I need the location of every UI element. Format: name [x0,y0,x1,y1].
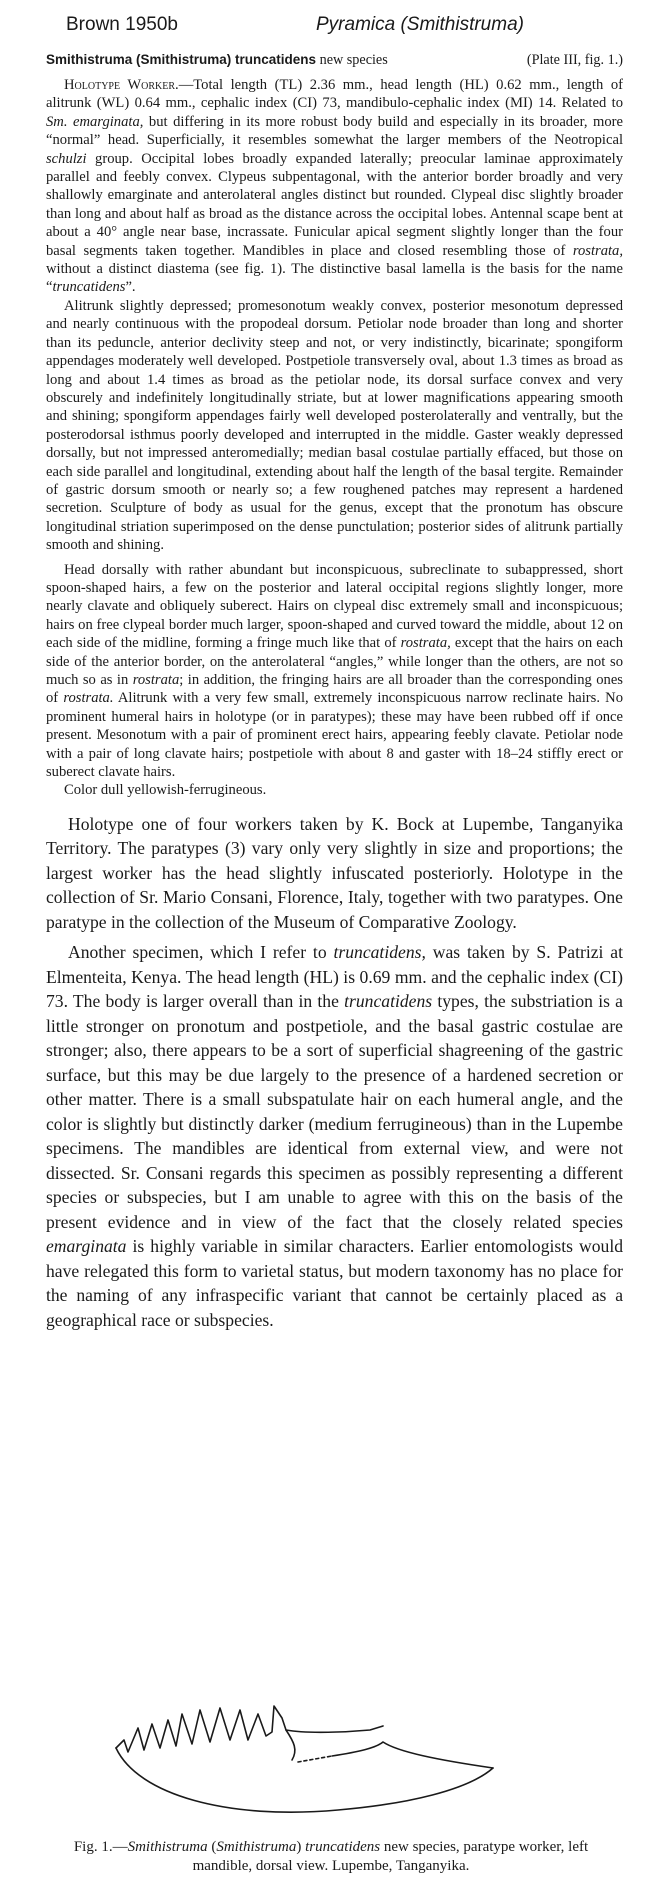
italic-run: truncatidens [344,991,433,1012]
holotype-locality: Holotype one of four workers taken by K. Bock at Lupembe, Tanganyika Territory. The paratypes (3) vary only very slightly in size and proportions; the largest worker has the head slightly infuscated posteriorly. Holotype in the collection of Sr. Mario Consani, Florence, Italy, together with two paratypes. One paratype in the collection of the Museum of Comparative Zoology. [46,813,623,932]
text-run: Another specimen, which I refer to [68,942,334,963]
text-run: ”. [125,279,136,296]
italic-run: truncatidens, [333,942,426,963]
other-specimen-paragraph [46,940,623,1332]
alitrunk-description: Alitrunk slightly depressed; promesonotum weakly convex, posterior mesonotum depressed and nearly continuous with the propodeal dorsum. Petiolar node broader than long and shorter than its peduncle, anterior declivity steep and not, or very indistinctly, bicarinate; spongiform appendages moderately well developed. Postpetiole transversely oval, about 1.3 times as broad as long and about 1.4 times as broad as the petiolar node, its dorsal surface convex and very obscurely and indefinitely longitudinally striate, but at lower magnifications appearing smooth and shining; spongiform appendages fairly well developed posterolaterally and ventrally, but the posterodorsal isthmus poorly developed and interrupted in the middle. Gaster weakly depressed dorsally, but not impressed anteromedially; median basal costulae partially effaced, but those on each side parallel and longitudinal, extending about half the length of the basal tergite. Remainder of gastric dorsum smooth or nearly so; a few roughened patches may represent a hardened secretion. Sculpture of body as usual for the genus, except that the pronotum has obscure longitudinal striation superimposed on the dense punctulation; posterior sides of alitrunk partially smooth and shining. [46,297,623,554]
italic-run: emarginata [46,1236,127,1257]
text-run: ) [296,1839,306,1855]
mandible-teeth [116,1706,383,1752]
holotype-lead: Holotype Worker. [64,77,179,93]
header-taxon: Pyramica (Smithistruma) [316,14,524,35]
text-run: —Total length (TL) 2.36 mm., head length (HL) 0.62 mm., length of alitrunk (WL) 0.64 mm., cephalic index (CI) 73, mandibulo-cephalic index (MI) 14. Related to [46,77,623,112]
caption-prefix: Fig. 1.— [73,1839,128,1855]
species-heading [46,50,623,70]
text-run: Head dorsally with rather abundant but inconspicuous, subreclinate to subappressed, short spoon-shaped hairs, a few on the posterior and lateral occipital regions slightly longer, more nearly clavate and obliquely suberect. Hairs on clypeal disc extremely small and inconspicuous; hairs on free clypeal border much larger, spoon-shaped and curved toward the middle, about 12 on each side of the midline, forming a fringe much like that of [46,561,623,652]
holotype-description [46,76,623,297]
species-name: Smithistruma (Smithistruma) truncatidens [46,52,317,67]
italic-run: rostrata. [63,690,114,707]
pilosity-description [46,561,623,782]
italic-run: rostrata, [400,635,451,652]
italic-run: schulzi [46,150,87,167]
mandible-base [332,1742,493,1768]
text-run: but differing in its more robust body build and especially in its broader, more “normal” head. Superficially, it resembles somewhat the larger members of the Neotropical [46,113,623,149]
italic-run: Smithistruma [216,1839,297,1855]
mandible-inner-margin [298,1756,332,1762]
text-run: without a distinct diastema (see fig. 1). The distinctive basal lamella is the basis for the name “ [46,261,623,296]
text-run: new species, paratype worker, left mandible, dorsal view. Lupembe, Tanganyika. [192,1839,589,1874]
text-run: ( [207,1839,217,1855]
plate-reference: (Plate III, fig. 1.) [526,52,623,68]
text-run: types, the substriation is a little stronger on pronotum and postpetiole, and the basal gastric costulae are stronger; also, there appears to be a sort of superficial shagreening of the gastric surface, but this may be due largely to the presence of a hardened secretion or other matter. There is a small subspatulate hair on each humeral angle, and the color is slightly but distinctly darker (medium ferrugineous) than in the Lupembe specimens. The mandibles are identical from external view, and were not dissected. Sr. Consani regards this specimen as possibly representing a different species or subspecies, but I am unable to agree with this on the basis of the present evidence and in view of the fact that the closely related species [46,991,623,1232]
text-run: Alitrunk with a very few small, extremely inconspicuous narrow reclinate hairs. No prominent humeral hairs in holotype (or in paratypes); these may have been rubbed off if once present. Mesonotum with a pair of prominent erect hairs, appearing feebly clavate. Petiolar node with a pair of long clavate hairs; postpetiole with about 8 and gaster with 18–24 stiffly erect or suberect clavate hairs. [46,690,624,781]
running-header [40,10,622,38]
italic-run: rostrata, [572,242,623,259]
italic-run: Smithistruma [127,1839,208,1855]
text-run: was taken by S. Patrizi at Elmenteita, Kenya. The head length (HL) is 0.69 mm. and the cephalic index (CI) 73. The body is larger overall than in the [46,942,623,1012]
italic-run: Sm. emarginata, [46,113,144,130]
mandible-figure [108,1690,528,1820]
header-citation: Brown 1950b [66,14,178,35]
color-line: Color dull yellowish-ferrugineous. [64,782,267,799]
text-run: group. Occipital lobes broadly expanded laterally; preocular laminae approximately parallel and feebly convex. Clypeus subpentagonal, with the anterior border broadly and very shallowly emarginate and anterolateral angles distinct but rounded. Clypeal disc slightly broader than long and about half as broad as the distance across the occipital lobes. Antennal scape bent at about a 40° angle near base, incrassate. Funicular apical segment slightly longer than the four basal segments taken together. Mandibles in place and closed resembling those of [46,150,623,259]
italic-run: truncatidens [305,1839,381,1855]
article-body [46,44,623,1332]
species-status: new species [319,52,388,68]
italic-run: truncatidens [52,279,126,296]
text-run: is highly variable in similar characters. Earlier entomologists would have relegated this form to varietal status, but modern taxonomy has no place for the naming of any infraspecific variant that cannot be certainly placed as a geographical race or subspecies. [46,1236,623,1330]
figure-caption [48,1838,614,1876]
mandible-basal-lamella [286,1730,295,1760]
text-run: except that the hairs on each side of the anterior border, on the anterolateral “angles,” while longer than the others, are not so much so as in [46,635,623,688]
italic-run: rostrata [132,672,180,688]
text-run: ; in addition, the fringing hairs are all broader than the corresponding ones of [46,672,623,707]
mandible-outline-lower [116,1748,493,1812]
